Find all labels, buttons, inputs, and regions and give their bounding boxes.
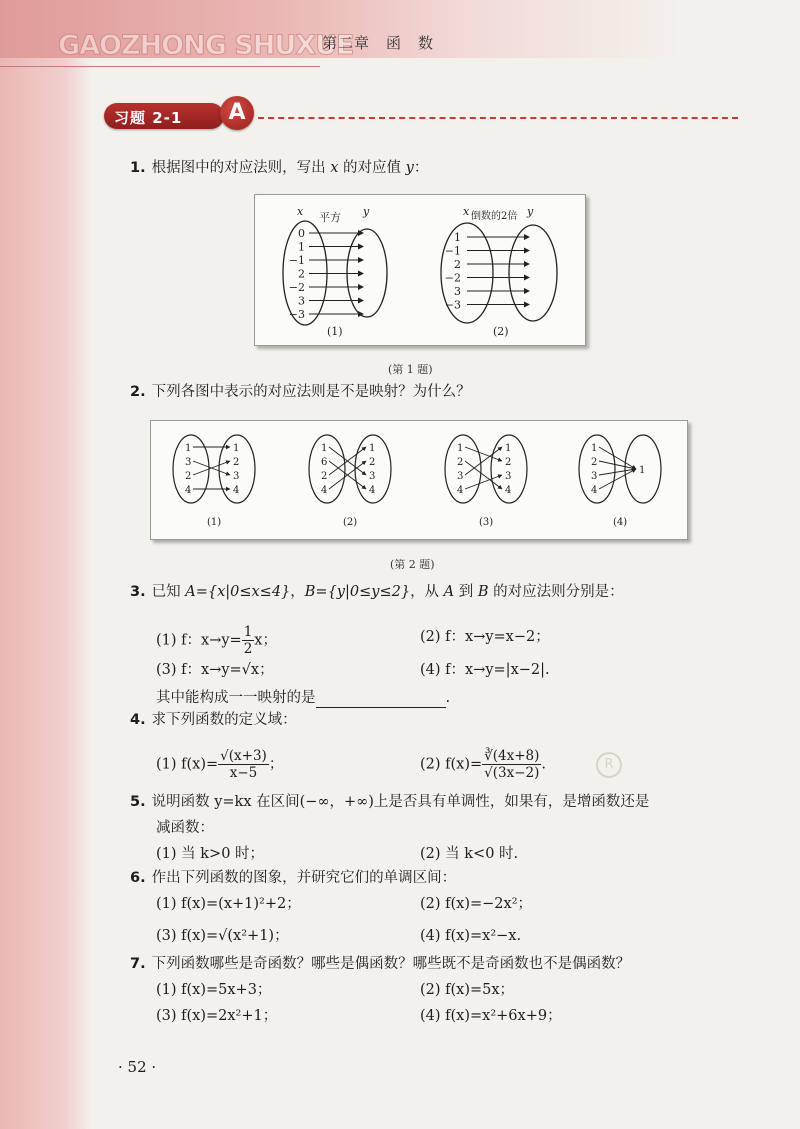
q3-conclusion xyxy=(156,688,450,708)
q3-item-2: (2) f：x→y=x−2； xyxy=(420,629,550,645)
domain-value: 1 xyxy=(185,443,192,454)
figure-caption-2: (第 2 题) xyxy=(390,558,435,571)
codomain-value: 3 xyxy=(233,471,240,482)
codomain-value: 2 xyxy=(369,457,376,468)
q5-text-cont: 减函数： xyxy=(156,820,214,836)
label-x: x xyxy=(297,205,304,218)
domain-value: −1 xyxy=(444,244,461,258)
codomain-value: 1 xyxy=(639,465,646,476)
mapping-diagram xyxy=(445,435,527,528)
mapping-diagram-2 xyxy=(441,205,557,338)
q6-item-4: (4) f(x)=x²−x. xyxy=(420,928,522,944)
var-b: B xyxy=(477,584,489,600)
question-4 xyxy=(130,710,297,730)
sub-label: (1) xyxy=(327,325,343,338)
mapping-arrow xyxy=(599,461,636,469)
answer-blank[interactable] xyxy=(316,693,446,708)
q5-text: 说明函数 y=kx 在区间(−∞，+∞)上是否具有单调性，如果有，是增函数还是 xyxy=(151,794,650,810)
domain-value: −3 xyxy=(444,298,461,312)
sub-label: (3) xyxy=(479,517,494,528)
side-decoration-strip xyxy=(0,0,92,1129)
domain-value: 2 xyxy=(457,457,464,468)
domain-value: 4 xyxy=(321,485,328,496)
mapping-diagram xyxy=(173,435,255,528)
domain-value: 1 xyxy=(457,443,464,454)
question-number: 1. xyxy=(130,160,146,176)
question-number: 6. xyxy=(130,870,146,886)
q7-item-2: (2) f(x)=5x； xyxy=(420,982,515,998)
sub-label: (2) xyxy=(343,517,358,528)
domain-value: 1 xyxy=(298,240,305,254)
question-6 xyxy=(130,868,456,888)
codomain-value: 1 xyxy=(369,443,376,454)
fraction xyxy=(242,624,255,657)
conclusion-end: . xyxy=(445,690,451,706)
domain-value: 6 xyxy=(321,457,328,468)
domain-value: 2 xyxy=(185,471,192,482)
codomain-value: 4 xyxy=(505,485,512,496)
q5-item-1: (1) 当 k>0 时； xyxy=(156,846,265,862)
domain-value: 4 xyxy=(591,485,598,496)
numerator: √(x+3) xyxy=(220,748,267,764)
domain-value: 3 xyxy=(457,471,464,482)
question-3 xyxy=(130,582,624,602)
q6-item-2: (2) f(x)=−2x²； xyxy=(420,896,533,912)
q2-text: 下列各图中表示的对应法则是不是映射？为什么？ xyxy=(151,384,471,400)
fraction xyxy=(482,748,541,781)
q1-text: 根据图中的对应法则，写出 xyxy=(151,160,331,176)
q5-item-2: (2) 当 k<0 时. xyxy=(420,846,519,862)
question-number: 5. xyxy=(130,794,146,810)
sub-label: (4) xyxy=(613,517,628,528)
domain-value: 2 xyxy=(591,457,598,468)
q3-text: 已知 xyxy=(151,584,186,600)
label-y: y xyxy=(363,205,370,218)
item-text: . xyxy=(541,756,547,773)
exercise-level-letter: A xyxy=(220,96,254,130)
question-number: 4. xyxy=(130,712,146,728)
q6-text: 作出下列函数的图象，并研究它们的单调区间： xyxy=(151,870,457,886)
item-text: (1) f：x→y= xyxy=(156,632,242,649)
q7-item-4: (4) f(x)=x²+6x+9； xyxy=(420,1008,562,1024)
q7-item-1: (1) f(x)=5x+3； xyxy=(156,982,272,998)
item-text: x； xyxy=(254,632,277,649)
q3-item-4: (4) f：x→y=|x−2|. xyxy=(420,662,550,678)
domain-value: 1 xyxy=(454,231,461,244)
item-text: ； xyxy=(268,756,284,773)
sub-label: (2) xyxy=(493,325,509,338)
codomain-value: 1 xyxy=(233,443,240,454)
item-text: (1) f(x)= xyxy=(156,756,219,773)
codomain-value: 2 xyxy=(233,457,240,468)
var-x: x xyxy=(330,160,339,176)
figure-q1 xyxy=(254,194,586,346)
question-5 xyxy=(130,792,649,812)
question-number: 7. xyxy=(130,956,146,972)
domain-value: −1 xyxy=(288,254,305,267)
codomain-value: 2 xyxy=(505,457,512,468)
q3-text: 的对应法则分别是： xyxy=(488,584,624,600)
q4-item-1 xyxy=(156,748,283,781)
mapping-diagram-1 xyxy=(283,205,387,338)
chapter-title: 第二章 函 数 xyxy=(322,34,435,52)
domain-value: 3 xyxy=(185,457,192,468)
question-number: 3. xyxy=(130,584,146,600)
q6-item-1: (1) f(x)=(x+1)²+2； xyxy=(156,896,301,912)
denominator: x−5 xyxy=(229,765,258,781)
badge-dashed-rule xyxy=(258,117,738,119)
var-a: A xyxy=(443,584,455,600)
q3-item-3: (3) f：x→y=√x； xyxy=(156,662,274,678)
mapping-diagram xyxy=(309,435,391,528)
item-text: (2) f(x)= xyxy=(420,756,483,773)
mapping-arrow xyxy=(599,447,636,469)
label-y: y xyxy=(527,205,534,218)
question-1 xyxy=(130,158,428,178)
domain-value: −3 xyxy=(288,308,305,321)
domain-value: 2 xyxy=(298,267,305,281)
exercise-badge xyxy=(104,103,238,129)
exercise-badge-label: 习题 2-1 xyxy=(114,109,183,127)
mapping-arrow xyxy=(465,447,502,461)
numerator: 1 xyxy=(243,624,253,640)
denominator: √(3x−2) xyxy=(484,765,540,781)
codomain-value: 4 xyxy=(369,485,376,496)
domain-value: 4 xyxy=(457,485,464,496)
mapping-diagram xyxy=(579,435,661,528)
domain-value: 3 xyxy=(454,285,461,298)
q1-text: 的对应值 xyxy=(338,160,406,176)
codomain-value: 3 xyxy=(369,471,376,482)
domain-value: 0 xyxy=(298,227,305,240)
domain-value: 1 xyxy=(591,443,598,454)
domain-value: −2 xyxy=(288,281,305,294)
conclusion-text: 其中能构成一一映射的是 xyxy=(156,690,316,706)
question-2 xyxy=(130,382,471,402)
q3-item-1 xyxy=(156,624,277,657)
domain-value: 2 xyxy=(454,258,461,271)
sub-label: (1) xyxy=(207,517,222,528)
domain-value: 2 xyxy=(321,471,328,482)
header-logo: GAOZHONG SHUXUE xyxy=(58,30,354,61)
domain-value: 3 xyxy=(298,294,305,308)
mapping-arrow xyxy=(465,475,502,489)
set-b: B={y|0≤y≤2} xyxy=(304,584,411,600)
domain-value: 3 xyxy=(591,471,598,482)
codomain-value: 1 xyxy=(505,443,512,454)
question-number: 2. xyxy=(130,384,146,400)
domain-value: −2 xyxy=(444,271,461,285)
fraction xyxy=(218,748,269,781)
codomain-value: 4 xyxy=(233,485,240,496)
label-x: x xyxy=(463,205,470,218)
numerator: ∛(4x+8) xyxy=(484,748,540,764)
mapping-arrow xyxy=(465,461,502,489)
q7-item-3: (3) f(x)=2x²+1； xyxy=(156,1008,278,1024)
mapping-arrow xyxy=(465,447,502,475)
rule-label: 平方 xyxy=(319,211,341,224)
var-y: y xyxy=(405,160,414,176)
header-rule xyxy=(0,66,320,67)
q4-text: 求下列函数的定义域： xyxy=(151,712,297,728)
q4-item-2 xyxy=(420,748,546,781)
denominator: 2 xyxy=(243,641,253,657)
figure-q2 xyxy=(150,420,688,540)
q3-text: 到 xyxy=(454,584,478,600)
q3-text: ， xyxy=(290,584,305,600)
codomain-oval xyxy=(509,225,557,321)
set-a: A={x|0≤x≤4} xyxy=(185,584,291,600)
domain-value: 4 xyxy=(185,485,192,496)
figure-caption-1: (第 1 题) xyxy=(388,363,433,376)
q7-text: 下列函数哪些是奇函数？哪些是偶函数？哪些既不是奇函数也不是偶函数？ xyxy=(151,956,631,972)
q3-text: ，从 xyxy=(410,584,444,600)
registered-mark: R xyxy=(596,752,622,778)
codomain-value: 3 xyxy=(505,471,512,482)
rule-label: 倒数的2倍 xyxy=(471,211,518,222)
question-7 xyxy=(130,954,630,974)
q6-item-3: (3) f(x)=√(x²+1)； xyxy=(156,928,289,944)
domain-value: 1 xyxy=(321,443,328,454)
q1-text: ： xyxy=(413,160,429,176)
page-number: · 52 · xyxy=(118,1058,157,1076)
